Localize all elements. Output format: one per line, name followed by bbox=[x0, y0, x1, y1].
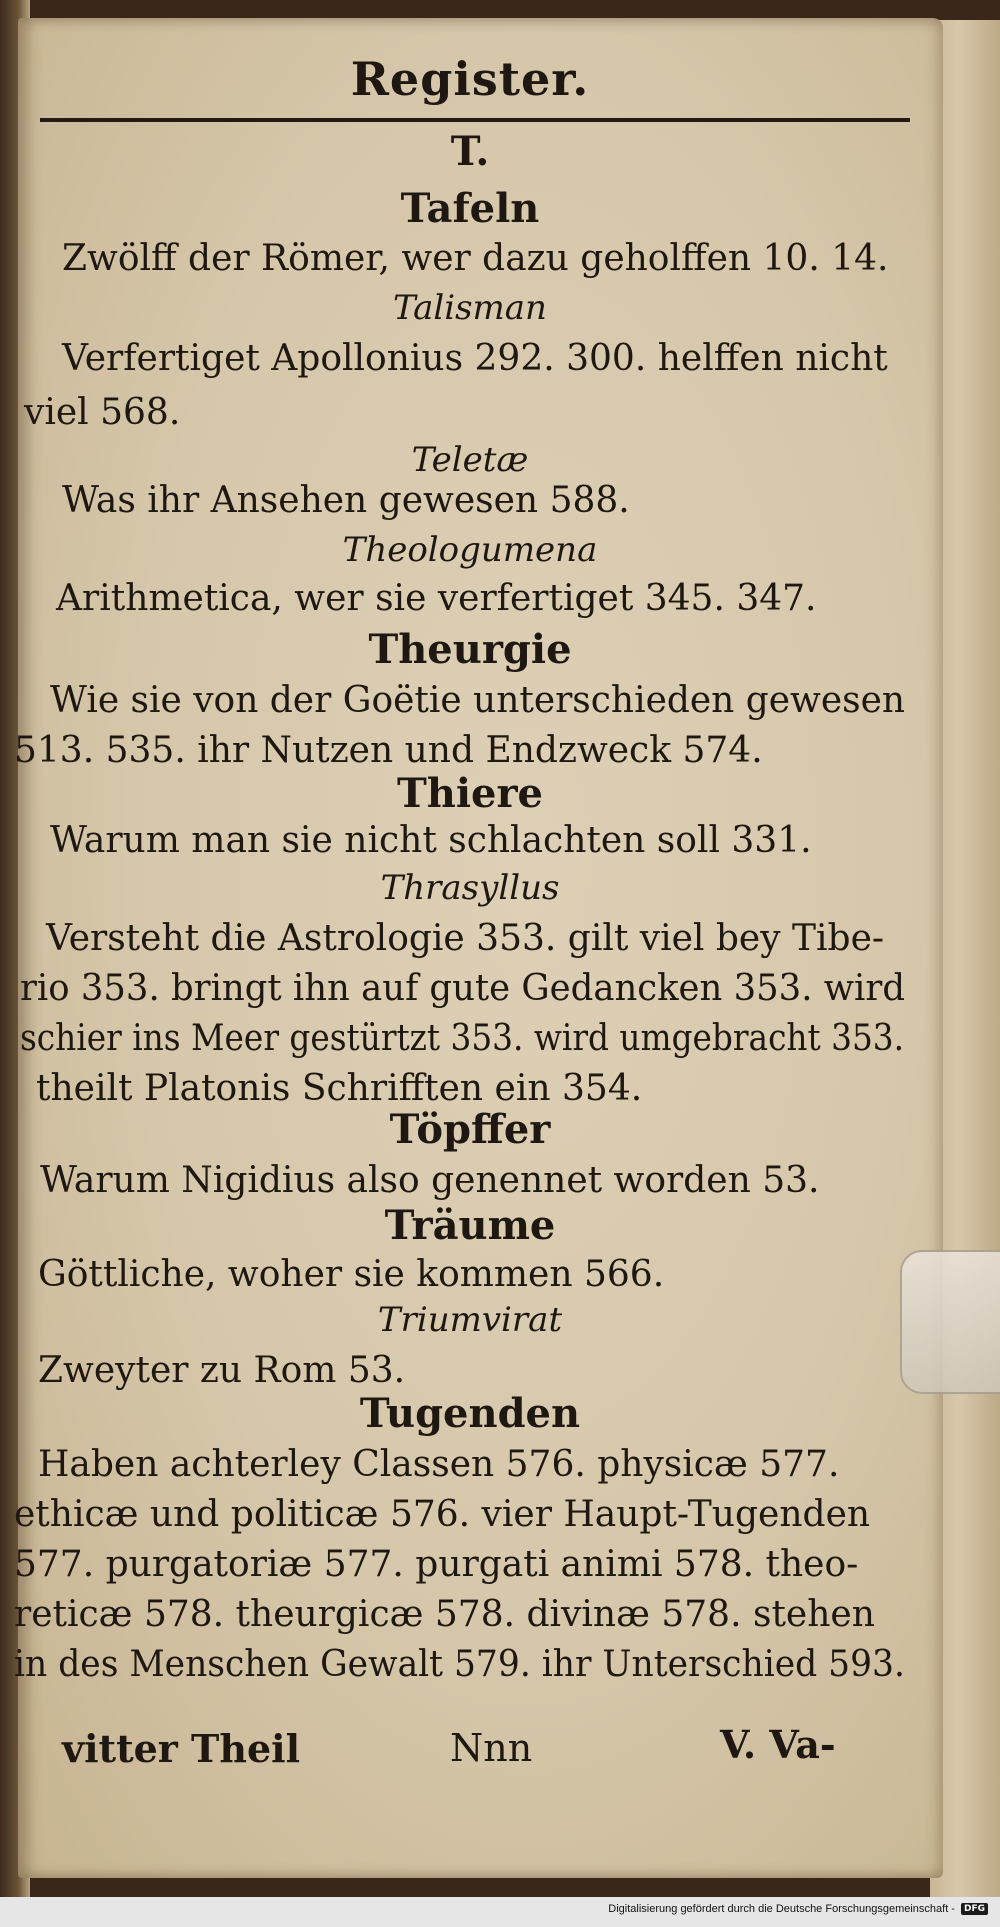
entry-line: ethicæ und politicæ 576. vier Haupt-Tugenden bbox=[14, 1494, 871, 1535]
entry-line: 577. purgatoriæ 577. purgati animi 578. theo- bbox=[14, 1544, 859, 1585]
footer-signature-left: vitter Theil bbox=[62, 1726, 301, 1771]
entry-line: Wie sie von der Goëtie unterschieden gewesen bbox=[50, 680, 906, 721]
entry-heading: Tafeln bbox=[400, 185, 540, 232]
entry-italic-heading: Talisman bbox=[393, 288, 547, 328]
footer-catchword: V. Va- bbox=[720, 1722, 836, 1767]
entry-line: Warum Nigidius also genennet worden 53. bbox=[40, 1160, 820, 1201]
entry-heading: Tugenden bbox=[359, 1390, 581, 1437]
entry-line: reticæ 578. theurgicæ 578. divinæ 578. stehen bbox=[14, 1594, 875, 1635]
entry-line: Versteht die Astrologie 353. gilt viel bey Tibe- bbox=[46, 918, 885, 959]
entry-heading: Thiere bbox=[396, 770, 543, 817]
entry-italic-heading: Triumvirat bbox=[377, 1300, 563, 1340]
entry-heading: Träume bbox=[384, 1202, 556, 1249]
entry-line: schier ins Meer gestürtzt 353. wird umgebracht 353. bbox=[20, 1018, 905, 1059]
entry-line: rio 353. bringt ihn auf gute Gedancken 353. wird bbox=[20, 968, 906, 1009]
entry-line: Göttliche, woher sie kommen 566. bbox=[38, 1254, 665, 1295]
footer-signature-mark: Nnn bbox=[450, 1726, 533, 1770]
entry-line: theilt Platonis Schrifften ein 354. bbox=[36, 1068, 643, 1109]
entry-line: Was ihr Ansehen gewesen 588. bbox=[62, 480, 630, 521]
entry-line: Arithmetica, wer sie verfertiget 345. 347. bbox=[56, 578, 817, 619]
entry-heading: Theurgie bbox=[368, 626, 572, 673]
entry-line: Warum man sie nicht schlachten soll 331. bbox=[50, 820, 812, 861]
section-letter: T. bbox=[450, 128, 490, 175]
entry-italic-heading: Teletæ bbox=[411, 440, 529, 480]
entry-line: Zweyter zu Rom 53. bbox=[38, 1350, 406, 1391]
page-header: Register. bbox=[350, 52, 590, 106]
digitization-credit bbox=[608, 1903, 988, 1915]
credit-text: Digitalisierung gefördert durch die Deutsche Forschungsgemeinschaft - bbox=[608, 1903, 955, 1915]
entry-line: 513. 535. ihr Nutzen und Endzweck 574. bbox=[14, 730, 763, 771]
entry-line: in des Menschen Gewalt 579. ihr Unterschied 593. bbox=[14, 1644, 905, 1685]
entry-line: Verfertiget Apollonius 292. 300. helffen nicht bbox=[62, 338, 888, 379]
entry-italic-heading: Thrasyllus bbox=[380, 868, 560, 908]
entry-line: Zwölff der Römer, wer dazu geholffen 10. 14. bbox=[62, 238, 889, 279]
entry-line: viel 568. bbox=[24, 392, 181, 433]
entry-line: Haben achterley Classen 576. physicæ 577. bbox=[38, 1444, 840, 1485]
entry-heading: Töpffer bbox=[389, 1106, 551, 1153]
entry-italic-heading: Theologumena bbox=[342, 530, 598, 570]
dfg-logo: DFG bbox=[961, 1903, 988, 1915]
header-rule bbox=[40, 118, 910, 122]
